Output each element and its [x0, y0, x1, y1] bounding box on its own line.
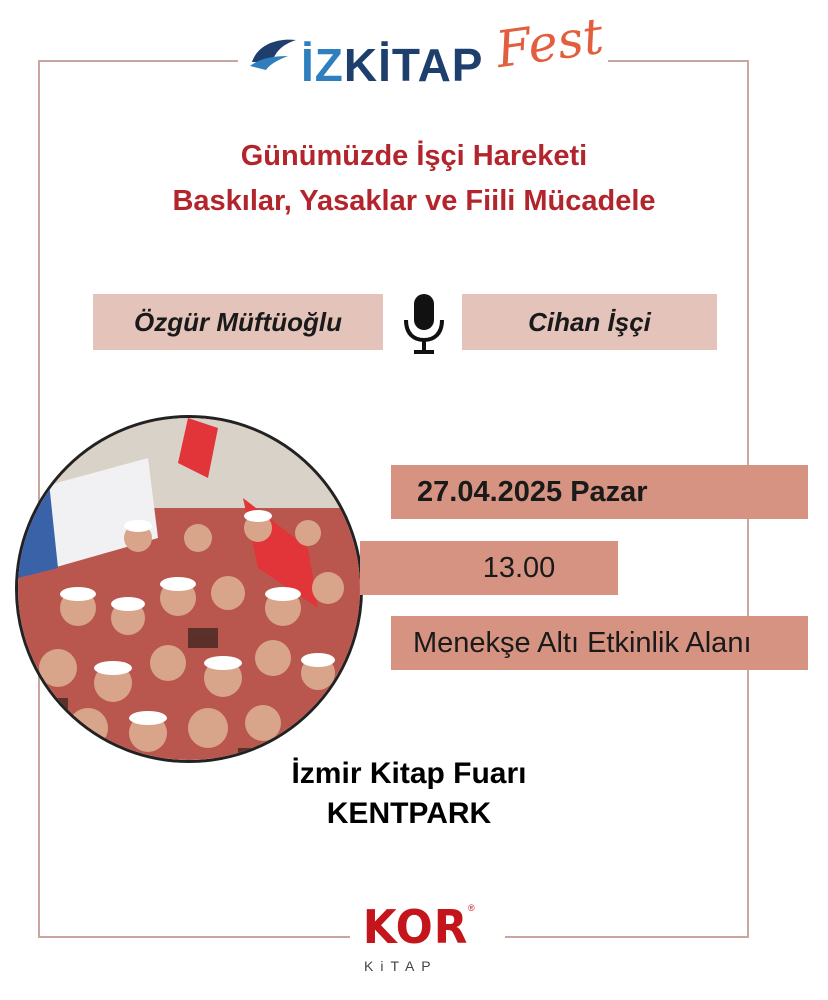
kor-logo-text: KOR	[362, 900, 469, 954]
crowd-illustration	[18, 418, 360, 760]
event-time: 13.00	[360, 541, 618, 595]
kor-logo-subtext: KiTAP	[364, 958, 438, 974]
bird-wave-icon	[248, 32, 300, 72]
brand-text	[301, 38, 483, 92]
event-location: Menekşe Altı Etkinlik Alanı	[391, 616, 808, 670]
crowd-photo	[15, 415, 363, 763]
brand-part2: KİTAP	[343, 39, 484, 91]
izkitap-fest-logo	[248, 6, 607, 100]
brand-part1: İZ	[301, 39, 344, 91]
venue-line2: KENTPARK	[326, 797, 492, 830]
venue-line1: İzmir Kitap Fuarı	[291, 757, 527, 790]
speaker-1: Özgür Müftüoğlu	[93, 294, 383, 350]
frame-top-right	[608, 60, 749, 62]
title-line1: Günümüzde İşçi Hareketi	[240, 140, 588, 172]
registered-mark: ®	[468, 903, 475, 913]
kor-kitap-logo	[360, 900, 480, 980]
microphone-icon	[400, 292, 448, 356]
frame-bottom-right	[505, 936, 749, 938]
frame-bottom-left	[38, 936, 350, 938]
frame-top-left	[38, 60, 238, 62]
fest-script: Fest	[492, 6, 607, 80]
event-date: 27.04.2025 Pazar	[391, 465, 808, 519]
title-line2: Baskılar, Yasaklar ve Fiili Mücadele	[172, 185, 656, 217]
speaker-2: Cihan İşçi	[462, 294, 717, 350]
